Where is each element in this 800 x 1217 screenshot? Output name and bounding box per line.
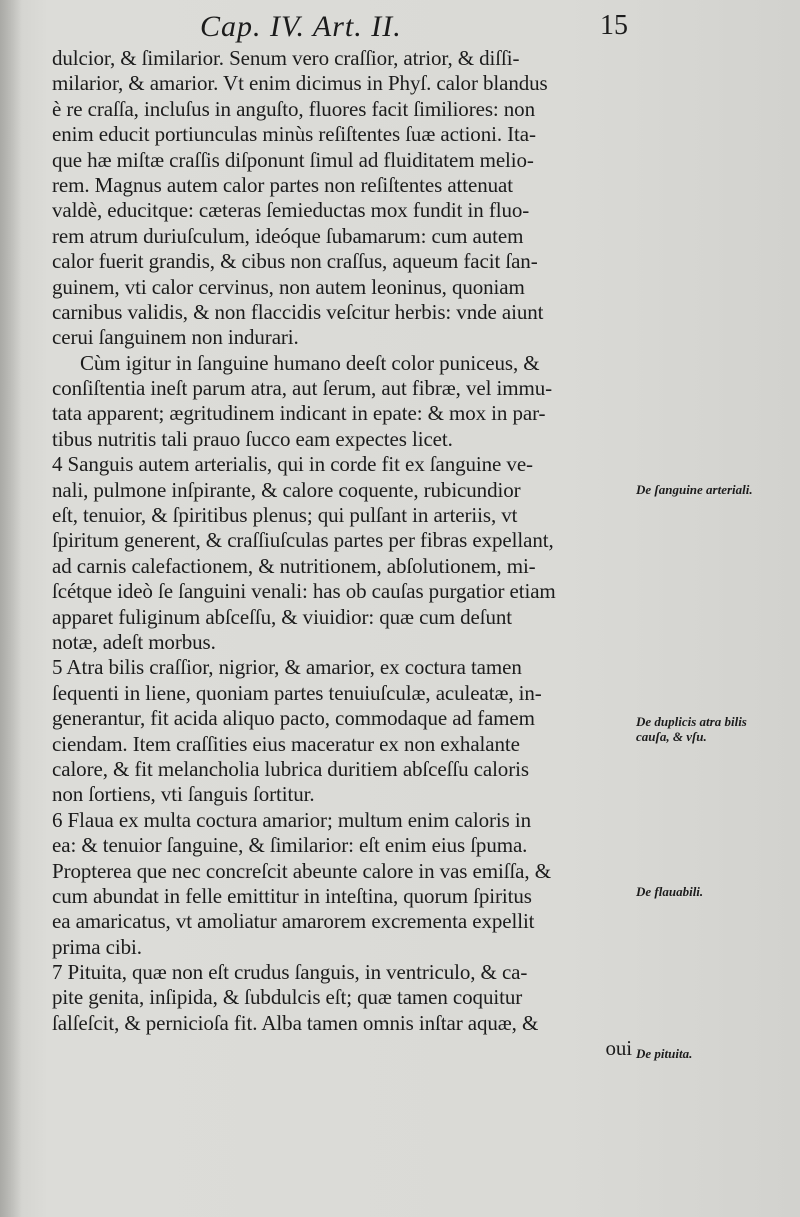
text-line: ea: & tenuior ſanguine, & ſimilarior: eſt enim eius ſpuma. [52,833,528,858]
text-line: calor fuerit grandis, & cibus non craſſus, aqueum facit ſan- [52,249,538,274]
text-line: rem atrum duriuſculum, ideóque ſubamarum: cum autem [52,223,524,248]
text-line: è re craſſa, incluſus in anguſto, fluores facit ſimiliores: non [52,96,535,121]
text-line: tata apparent; ægritudinem indicant in epate: & mox in par- [52,401,546,426]
catchword: oui [605,1036,632,1061]
text-line: ſcétque ideò ſe ſanguini venali: has ob cauſas purgatior etiam [52,579,556,604]
numbered-paragraph-line: 6 Flaua ex multa coctura amarior; multum enim caloris in [52,807,532,832]
text-line: ſalſeſcit, & pernicioſa fit. Alba tamen omnis inſtar aquæ, & [52,1010,539,1035]
margin-note-pituita: De pituita. [636,1046,693,1061]
page-number: 15 [600,10,628,41]
gutter-shadow [0,0,22,1217]
numbered-paragraph-line: 7 Pituita, quæ non eſt crudus ſanguis, in ventriculo, & ca- [52,960,528,985]
text-line: nali, pulmone inſpirante, & calore coquente, rubicundior [52,477,521,502]
text-line: cerui ſanguinem non indurari. [52,325,299,350]
margin-note-atra-bilis: De duplicis atra bilis cauſa, & vſu. [636,714,747,744]
text-line: carnibus validis, & non flaccidis veſcitur herbis: vnde aiunt [52,299,544,324]
text-line: ad carnis calefactionem, & nutritionem, abſolutionem, mi- [52,553,536,578]
text-line: generantur, fit acida aliquo pacto, commodaque ad famem [52,706,535,731]
text-line: guinem, vti calor cervinus, non autem leoninus, quoniam [52,274,525,299]
text-line: conſiſtentia ineſt parum atra, aut ſerum, aut fibræ, vel immu- [52,376,552,401]
text-line: ſequenti in liene, quoniam partes tenuiuſculæ, aculeatæ, in- [52,680,542,705]
text-line: rem. Magnus autem calor partes non reſiſtentes attenuat [52,172,514,197]
text-line: prima cibi. [52,934,142,959]
text-line: milarior, & amarior. Vt enim dicimus in Phyſ. calor blandus [52,71,548,96]
text-line: tibus nutritis tali prauo ſucco eam expectes licet. [52,426,453,451]
paragraph-start-line: Cùm igitur in ſanguine humano deeſt color puniceus, & [80,350,540,375]
margin-note-sanguine: De ſanguine arteriali. [636,482,753,497]
text-line: valdè, educitque: cæteras ſemieductas mox fundit in fluo- [52,198,530,223]
text-line: ciendam. Item craſſities eius maceratur ex non exhalante [52,731,520,756]
numbered-paragraph-line: 5 Atra bilis craſſior, nigrior, & amarior, ex coctura tamen [52,655,522,680]
text-line: cum abundat in felle emittitur in inteſtina, quorum ſpiritus [52,883,532,908]
text-line: pite genita, inſipida, & ſubdulcis eſt; quæ tamen coquitur [52,985,523,1010]
text-line: eſt, tenuior, & ſpiritibus plenus; qui pulſant in arteriis, vt [52,503,518,528]
text-line: ſpiritum generent, & craſſiuſculas partes per fibras expellant, [52,528,554,553]
text-line: ea amaricatus, vt amoliatur amarorem excrementa expellit [52,909,535,934]
text-line: que hæ miſtæ craſſis diſponunt ſimul ad fluiditatem melio- [52,147,534,172]
running-header: Cap. IV. Art. II. [200,10,402,43]
text-line: enim educit portiunculas minùs reſiſtentes ſuæ actioni. Ita- [52,122,536,147]
text-line: Propterea que nec concreſcit abeunte calore in vas emiſſa, & [52,858,551,883]
numbered-paragraph-line: 4 Sanguis autem arterialis, qui in corde fit ex ſanguine ve- [52,452,533,477]
text-line: dulcior, & ſimilarior. Senum vero craſſior, atrior, & diſſi- [52,46,520,70]
body-text [52,46,632,1062]
text-line: calore, & fit melancholia lubrica duritiem abſceſſu caloris [52,756,529,781]
text-line: notæ, adeſt morbus. [52,629,216,654]
margin-note-flaua: De flauabili. [636,884,704,899]
text-line: apparet fuliginum abſceſſu, & viuidior: quæ cum deſunt [52,604,513,629]
text-line: non ſortiens, vti ſanguis ſortitur. [52,782,315,807]
